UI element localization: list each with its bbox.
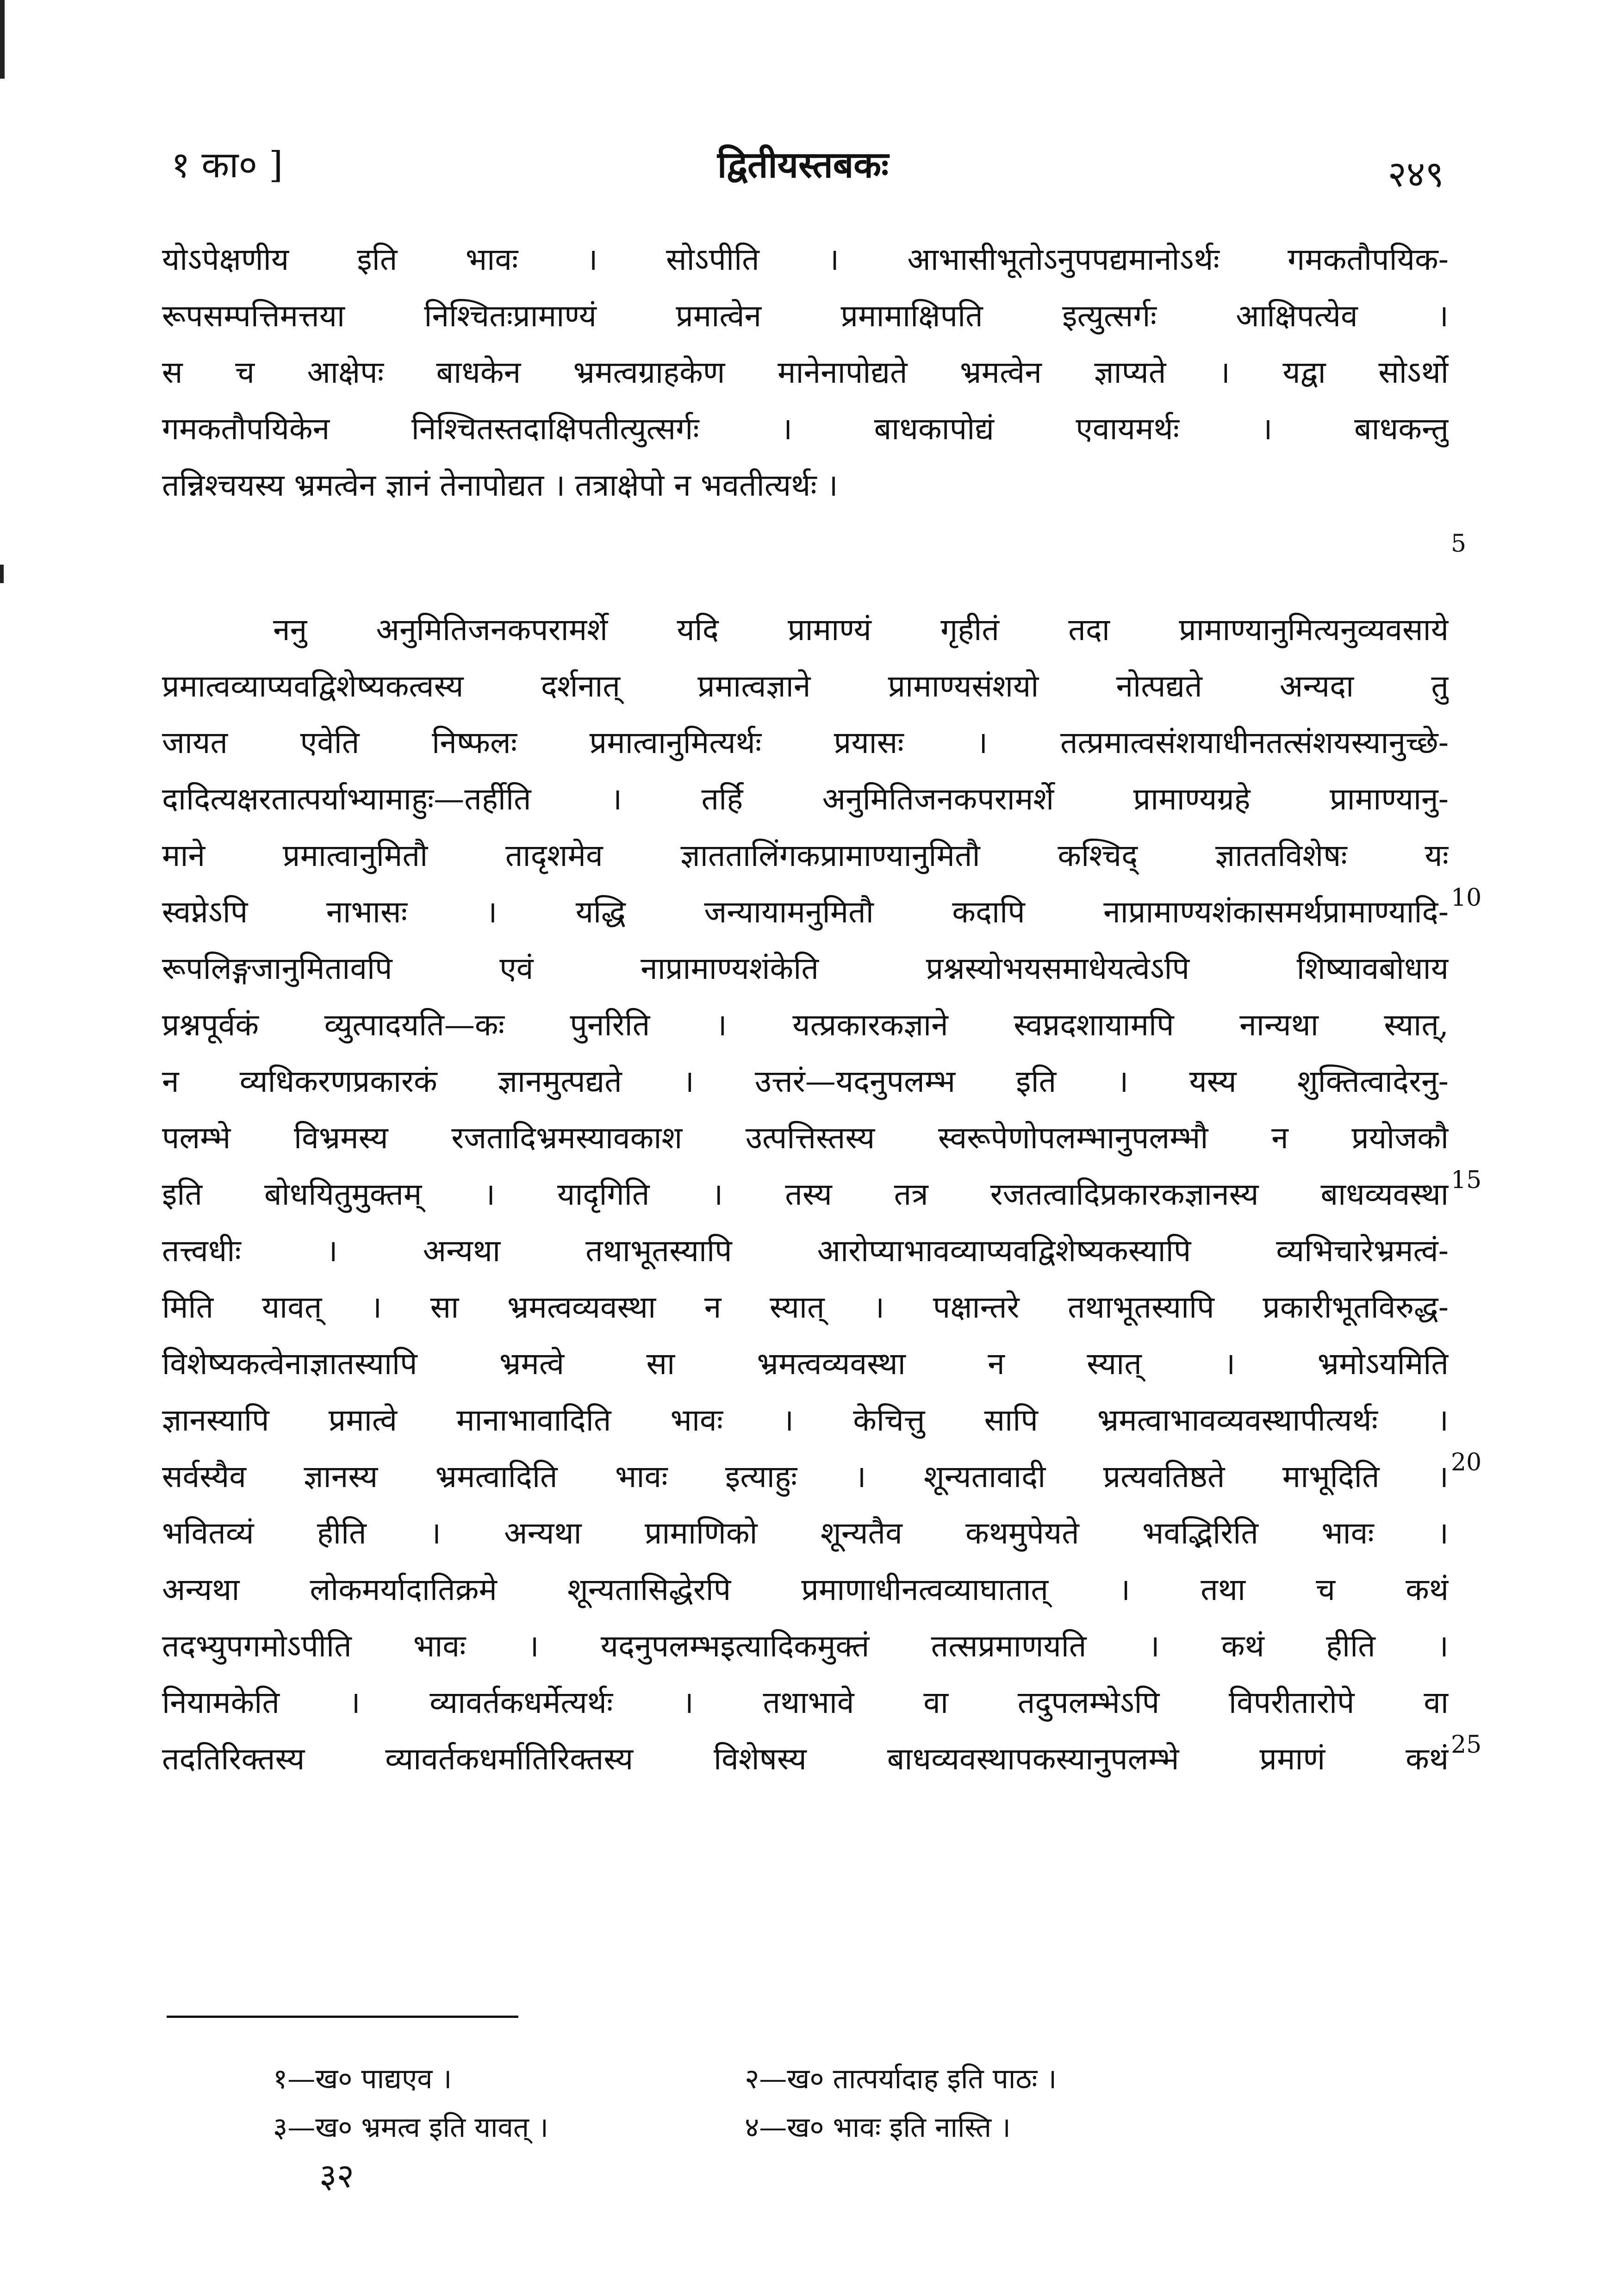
line-number: 10	[1451, 884, 1482, 912]
footnote: ४—ख० भावः इति नास्ति ।	[745, 2111, 1011, 2144]
text-line: नियामकेति । व्यावर्तकधर्मेत्यर्थः । तथाभावे वा तदुपलम्भेऽपि विपरीतारोपे वा	[162, 1685, 1449, 1720]
footnote: २—ख० तात्पर्यादाह इति पाठः ।	[745, 2063, 1057, 2095]
text-line: विशेष्यकत्वेनाज्ञातस्यापि भ्रमत्वे सा भ्रमत्वव्यवस्था न स्यात् । भ्रमोऽयमिति	[162, 1346, 1449, 1382]
text-line: तदतिरिक्तस्य व्यावर्तकधर्मातिरिक्तस्य विशेषस्य बाधव्यवस्थापकस्यानुपलम्भे प्रमाणं कथं	[162, 1741, 1449, 1777]
text-line: रूपसम्पत्तिमत्तया निश्चितःप्रामाण्यं प्रमात्वेन प्रमामाक्षिपति इत्युत्सर्गः आक्षिपत्येव ।	[162, 298, 1449, 334]
text-line: स्वप्नेऽपि नाभासः । यद्धि जन्यायामनुमितौ कदापि नाप्रामाण्यशंकासमर्थप्रामाण्यादि-	[162, 894, 1449, 930]
text-line: तन्निश्चयस्य भ्रमत्वेन ज्ञानं तेनापोद्यत । तत्राक्षेपो न भवतीत्यर्थः ।	[162, 467, 838, 503]
text-line: रूपलिङ्गजानुमितावपि एवं नाप्रामाण्यशंकेति प्रश्नस्योभयसमाधेयत्वेऽपि शिष्यावबोधाय	[162, 951, 1449, 986]
paragraph-1	[162, 231, 1449, 514]
text-line: ज्ञानस्यापि प्रमात्वे मानाभावादिति भावः । केचित्तु सापि भ्रमत्वाभावव्यवस्थापीत्यर्थः ।	[162, 1402, 1449, 1438]
scan-margin-mark	[0, 565, 4, 583]
text-line: अन्यथा लोकमर्यादातिक्रमे शून्यतासिद्धेरपि प्रमाणाधीनत्वव्याघातात् । तथा च कथं	[162, 1572, 1449, 1607]
text-line: सर्वस्यैव ज्ञानस्य भ्रमत्वादिति भावः इत्याहुः । शून्यतावादी प्रत्यवतिष्ठते माभूदिति ।	[162, 1459, 1449, 1494]
footnote: ३—ख० भ्रमत्व इति यावत् ।	[273, 2111, 548, 2144]
text-line: भवितव्यं हीति । अन्यथा प्रामाणिको शून्यतैव कथमुपेयते भवद्भिरिति भावः ।	[162, 1515, 1449, 1551]
footnote-row	[273, 2104, 1291, 2152]
page-number: २४९	[1388, 154, 1444, 195]
text-line: यो‍ऽपेक्षणीय इति भावः । सोऽपीति । आभासीभूतोऽनुपपद्यमानोऽर्थः गमकतौपयिक-	[162, 242, 1449, 277]
printer-signature: ३२	[319, 2156, 354, 2195]
header-section-ref: १ का० ]	[171, 144, 283, 186]
line-number: 25	[1451, 1731, 1482, 1759]
text-line: न व्यधिकरणप्रकारकं ज्ञानमुत्पद्यते । उत्तरं—यदनुपलम्भ इति । यस्य शुक्तित्वादेरनु-	[162, 1064, 1449, 1099]
line-number: 15	[1451, 1166, 1482, 1194]
text-line: इति बोधयितुमुक्तम् । यादृगिति । तस्य तत्र रजतत्वादिप्रकारकज्ञानस्य बाधव्यवस्था	[162, 1176, 1449, 1212]
scan-margin-mark	[0, 0, 5, 79]
header-chapter-title: द्वितीयस्तबकः	[717, 144, 889, 186]
footnotes	[273, 2055, 1291, 2152]
text-line: जायत एवेति निष्फलः प्रमात्वानुमित्यर्थः प्रयासः । तत्प्रमात्वसंशयाधीनतत्संशयस्यानुच्छे-	[162, 725, 1449, 760]
text-line: स च आक्षेपः बाधकेन भ्रमत्वग्राहकेण मानेनापोद्यते भ्रमत्वेन ज्ञाप्यते । यद्वा सोऽर्थो	[162, 355, 1449, 390]
text-line: माने प्रमात्वानुमितौ तादृशमेव ज्ञाततालिंगकप्रामाण्यानुमितौ कश्चिद् ज्ञाततविशेषः यः	[162, 838, 1449, 873]
text-line: मिति यावत् । सा भ्रमत्वव्यवस्था न स्यात् । पक्षान्तरे तथाभूतस्यापि प्रकारीभूतविरुद्ध-	[162, 1289, 1449, 1325]
text-line: गमकतौपयिकेन निश्चितस्तदाक्षिपतीत्युत्सर्गः । बाधकापोद्यं एवायमर्थः । बाधकन्तु	[162, 411, 1449, 447]
line-number: 20	[1451, 1449, 1482, 1476]
footnote-separator	[167, 2016, 518, 2018]
paragraph-2	[162, 602, 1449, 1787]
text-line: प्रश्नपूर्वकं व्युत्पादयति—कः पुनरिति । यत्प्रकारकज्ञाने स्वप्नदशायामपि नान्यथा स्यात्,	[162, 1007, 1449, 1043]
text-line: तत्त्वधीः । अन्यथा तथाभूतस्यापि आरोप्याभावव्याप्यवद्विशेष्यकस्यापि व्यभिचारेभ्रमत्वं-	[162, 1233, 1449, 1269]
footnote-row	[273, 2055, 1291, 2104]
text-line: प्रमात्वव्याप्यवद्विशेष्यकत्वस्य दर्शनात् प्रमात्वज्ञाने प्रामाण्यसंशयो नोत्पद्यते अन्यदा तु	[162, 668, 1449, 704]
text-line: तदभ्युपगमोऽपीति भावः । यदनुपलम्भइत्यादिकमुक्तं तत्सप्रमाणयति । कथं हीति ।	[162, 1628, 1449, 1664]
text-line: पलम्भे विभ्रमस्य रजतादिभ्रमस्यावकाश उत्पत्तिस्तस्य स्वरूपेणोपलम्भानुपलम्भौ न प्रयोजकौ	[162, 1120, 1449, 1156]
footnote: १—ख० पाद्यएव ।	[273, 2063, 452, 2095]
line-number: 5	[1451, 530, 1467, 558]
running-header	[171, 139, 1444, 204]
text-line: ननु अनुमितिजनकपरामर्शे यदि प्रामाण्यं गृहीतं तदा प्रामाण्यानुमित्यनुव्यवसाये	[273, 612, 1449, 647]
text-line: दादित्यक्षरतात्पर्याभ्यामाहुः—तर्हीति । तर्हि अनुमितिजनकपरामर्शे प्रामाण्यग्रहे प्रामाण्यानु-	[162, 781, 1449, 817]
